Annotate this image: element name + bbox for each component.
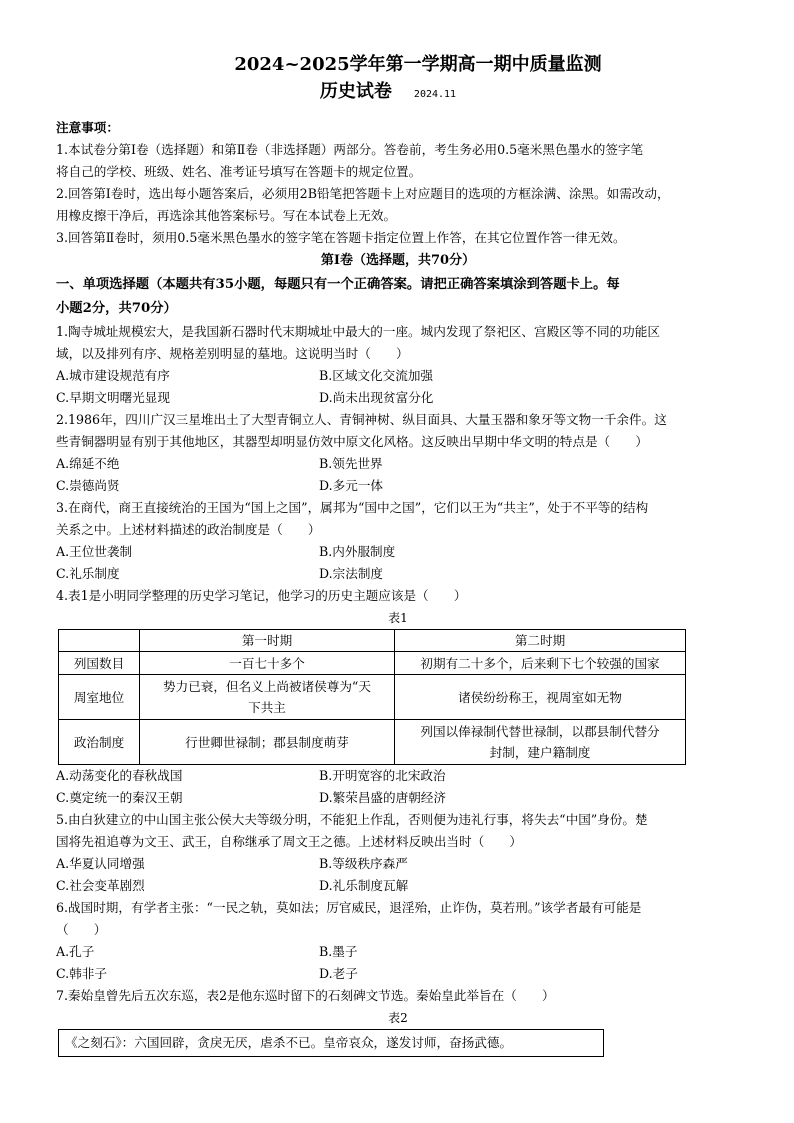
question-stem: 3.在商代，商王直接统治的王国为“国上之国”，属邦为“国中之国”，它们以王为“共主”，处于不平等的结构 — [56, 500, 649, 515]
notice-line: 将自己的学校、班级、姓名、准考证号填写在答题卡的规定位置。 — [56, 164, 422, 179]
exam-date: 2024.11 — [413, 89, 457, 100]
option-a: A.绵延不绝 — [56, 456, 120, 471]
question-stem: 4.表1是小明同学整理的历史学习笔记，他学习的历史主题应该是（ ） — [56, 588, 467, 603]
question-5 — [56, 809, 740, 897]
part-title: 一、单项选择题（本题共有35小题，每题只有一个正确答案。请把正确答案填涂到答题卡上。每 — [56, 277, 620, 292]
part-title-cont: 小题2分，共70分） — [56, 301, 177, 316]
question-stem: 6.战国时期，有学者主张：“一民之轨，莫如法；厉官威民，退淫殆，止诈伪，莫若刑。”该学者最有可能是 — [56, 900, 642, 915]
table-row-label: 政治制度 — [59, 720, 140, 765]
exam-page — [56, 52, 740, 1057]
table-cell-text: 行世卿世禄制；郡县制度萌芽 — [185, 734, 349, 750]
table-cell — [140, 652, 395, 675]
option-grid — [56, 765, 740, 809]
option-d: D.宗法制度 — [319, 566, 384, 581]
option-grid — [56, 941, 740, 985]
question-stem: 域，以及排列有序、规格差别明显的墓地。这说明当时（ ） — [56, 346, 409, 361]
table-header-row — [59, 630, 686, 652]
question-stem: 7.秦始皇曾先后五次东巡，表2是他东巡时留下的石刻碑文节选。秦始皇此举旨在（ ） — [56, 988, 555, 1003]
option-b: B.开明宽容的北宋政治 — [319, 768, 446, 783]
question-3 — [56, 497, 740, 585]
option-a: A.孔子 — [56, 944, 95, 959]
option-grid — [56, 453, 740, 497]
option-b: B.区域文化交流加强 — [319, 368, 434, 383]
option-c: C.崇德尚贤 — [56, 478, 120, 493]
option-b: B.领先世界 — [319, 456, 383, 471]
table-cell — [395, 675, 686, 720]
table-caption: 表1 — [388, 611, 408, 625]
table-cell — [395, 720, 686, 765]
table-row — [59, 652, 686, 675]
notice-line: 1.本试卷分第Ⅰ卷（选择题）和第Ⅱ卷（非选择题）两部分。答卷前，考生务必用0.5毫米黑色墨水的签字笔 — [56, 142, 644, 157]
option-grid — [56, 365, 740, 409]
inscription-box: 《之刻石》：六国回辟，贪戾无厌，虐杀不已。皇帝哀众，遂发讨师，奋扬武德。 — [58, 1029, 604, 1057]
option-a: A.华夏认同增强 — [56, 856, 145, 871]
table-header-cell: 第一时期 — [140, 630, 395, 652]
option-b: B.墨子 — [319, 944, 358, 959]
option-c: C.早期文明曙光显现 — [56, 390, 170, 405]
option-d: D.繁荣昌盛的唐朝经济 — [319, 790, 446, 805]
option-c: C.礼乐制度 — [56, 566, 120, 581]
table-cell-text: 下共主 — [248, 700, 286, 715]
notice-line: 2.回答第Ⅰ卷时，选出每小题答案后，必须用2B铅笔把答题卡上对应题目的选项的方框涂满、涂黑。如需改动， — [56, 186, 670, 201]
option-d: D.多元一体 — [319, 478, 384, 493]
question-4 — [56, 585, 740, 809]
option-grid — [56, 541, 740, 585]
question-stem: 国将先祖追尊为文王、武王，自称继承了周文王之德。上述材料反映出当时（ ） — [56, 834, 522, 849]
notice-line: 3.回答第Ⅱ卷时，须用0.5毫米黑色墨水的签字笔在答题卡指定位置上作答，在其它位置作答一律无效。 — [56, 230, 626, 245]
table-row-label: 列国数目 — [59, 652, 140, 675]
question-stem: 2.1986年，四川广汉三星堆出土了大型青铜立人、青铜神树、纵目面具、大量玉器和象牙等文物一千余件。这 — [56, 412, 667, 427]
question-stem: 1.陶寺城址规模宏大，是我国新石器时代末期城址中最大的一座。城内发现了祭祀区、宫殿区等不同的功能区 — [56, 324, 660, 339]
question-stem: （ ） — [56, 922, 107, 937]
notice-line: 用橡皮擦干净后，再选涂其他答案标号。写在本试卷上无效。 — [56, 208, 397, 223]
table-cell-text: 势力已衰，但名义上尚被诸侯尊为“天 — [163, 679, 371, 694]
exam-title: 2024~2025学年第一学期高一期中质量监测 — [234, 54, 602, 75]
table-header-cell — [59, 630, 140, 652]
table-cell — [395, 652, 686, 675]
table-header-cell: 第二时期 — [395, 630, 686, 652]
notice-block — [56, 117, 740, 249]
table-row — [59, 675, 686, 720]
table-cell-text: 一百七十多个 — [229, 655, 305, 671]
option-d: D.老子 — [319, 966, 358, 981]
option-a: A.王位世袭制 — [56, 544, 133, 559]
section-title: 第Ⅰ卷（选择题，共70分） — [320, 253, 476, 268]
table-cell — [140, 720, 395, 765]
option-d: D.礼乐制度瓦解 — [319, 878, 409, 893]
table-row-label: 周室地位 — [59, 675, 140, 720]
table-row — [59, 720, 686, 765]
option-a: A.动荡变化的春秋战国 — [56, 768, 183, 783]
question-stem: 5.由白狄建立的中山国主张公侯大夫等级分明，不能犯上作乱，否则便为违礼行事，将失去“中国”身份。楚 — [56, 812, 648, 827]
option-d: D.尚未出现贫富分化 — [319, 390, 434, 405]
table-cell-text: 封制，建户籍制度 — [489, 745, 591, 760]
question-1 — [56, 321, 740, 409]
option-c: C.韩非子 — [56, 966, 107, 981]
question-7 — [56, 985, 740, 1057]
option-grid — [56, 853, 740, 897]
question-2 — [56, 409, 740, 497]
option-c: C.社会变革剧烈 — [56, 878, 145, 893]
table-cell — [140, 675, 395, 720]
table-caption: 表2 — [388, 1011, 408, 1025]
subject-name: 历史试卷 — [319, 81, 392, 102]
table-cell-text: 初期有二十多个，后来剩下七个较强的国家 — [420, 655, 660, 671]
option-c: C.奠定统一的秦汉王朝 — [56, 790, 183, 805]
option-b: B.等级秩序森严 — [319, 856, 408, 871]
history-notes-table — [58, 629, 686, 765]
table-cell-text: 诸侯纷纷称王，视周室如无物 — [458, 689, 622, 705]
question-stem: 些青铜器明显有别于其他地区，其器型却明显仿效中原文化风格。这反映出早期中华文明的特点是（ ） — [56, 434, 648, 449]
option-a: A.城市建设规范有序 — [56, 368, 170, 383]
notice-heading: 注意事项： — [56, 120, 119, 135]
exam-subtitle — [36, 78, 740, 109]
table-cell-text: 列国以俸禄制代替世禄制，以郡县制代替分 — [420, 724, 660, 739]
question-6 — [56, 897, 740, 985]
question-stem: 关系之中。上述材料描述的政治制度是（ ） — [56, 522, 321, 537]
option-b: B.内外服制度 — [319, 544, 396, 559]
